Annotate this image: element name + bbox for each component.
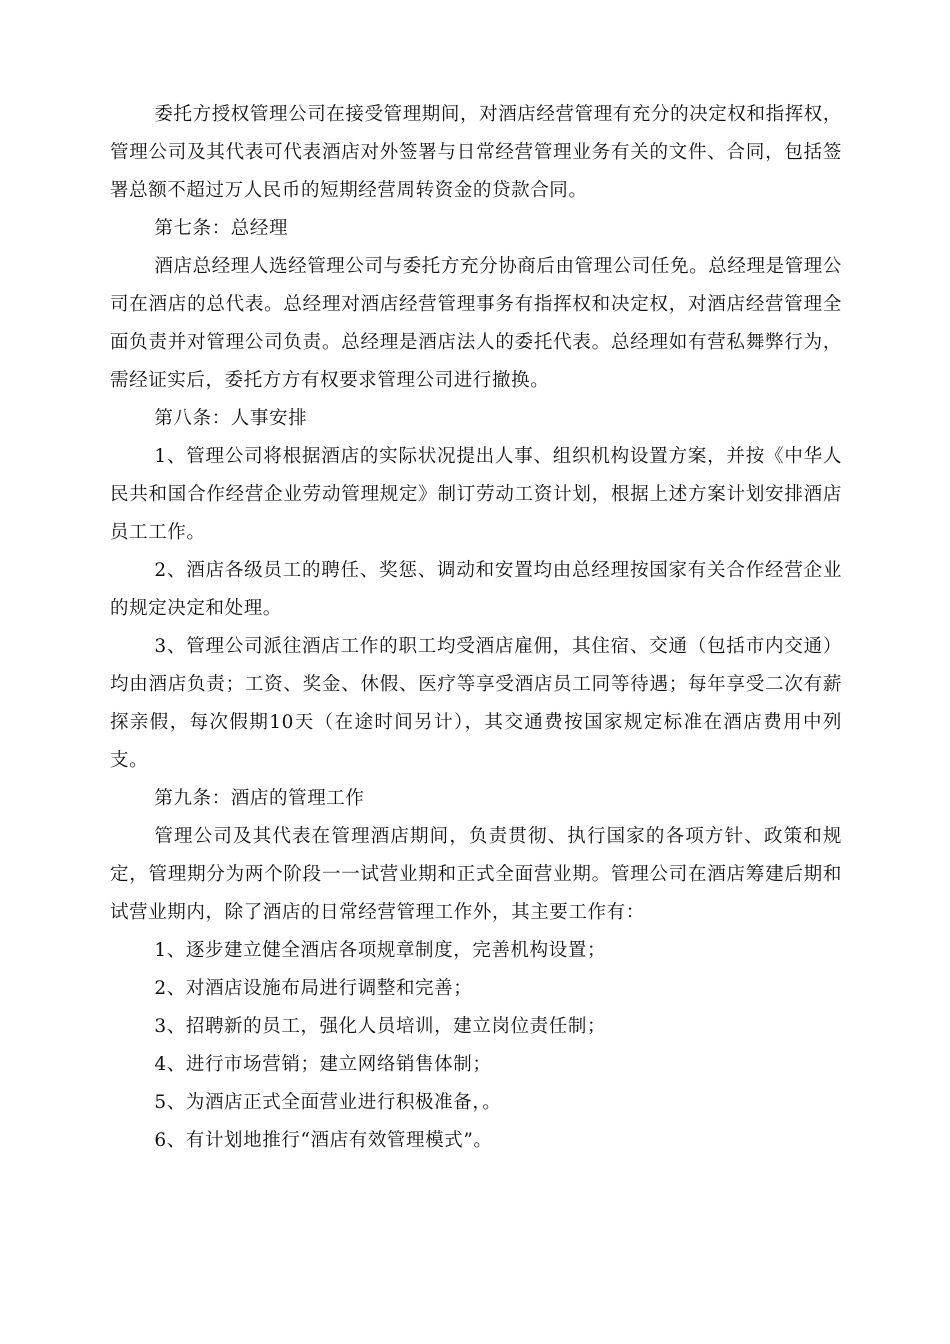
list-item-personnel-1: 1、管理公司将根据酒店的实际状况提出人事、组织机构设置方案，并按《中华人民共和国合作经营企业劳动管理规定》制订劳动工资计划，根据上述方案计划安排酒店员工工作。 bbox=[110, 446, 842, 543]
list-item-work-5: 5、为酒店正式全面营业进行积极准备，。 bbox=[154, 1092, 502, 1113]
heading-article-7: 第七条：总经理 bbox=[154, 218, 289, 239]
paragraph-authorization: 委托方授权管理公司在接受管理期间，对酒店经营管理有充分的决定权和指挥权，管理公司及其代表可代表酒店对外签署与日常经营管理业务有关的文件、合同，包括签署总额不超过万人民币的短期经营周转资金的贷款合同。 bbox=[110, 104, 842, 201]
heading-article-8: 第八条：人事安排 bbox=[154, 408, 308, 429]
list-item-work-4: 4、进行市场营销；建立网络销售体制； bbox=[154, 1054, 492, 1075]
list-item-personnel-3: 3、管理公司派往酒店工作的职工均受酒店雇佣，其住宿、交通（包括市内交通）均由酒店负责；工资、奖金、休假、医疗等享受酒店员工同等待遇；每年享受二次有薪探亲假，每次假期10天（在途时间另计），其交通费按国家规定标准在酒店费用中列支。 bbox=[110, 636, 842, 771]
list-item-work-3: 3、招聘新的员工，强化人员培训，建立岗位责任制； bbox=[154, 1016, 607, 1037]
list-item-personnel-2: 2、酒店各级员工的聘任、奖惩、调动和安置均由总经理按国家有关合作经营企业的规定决定和处理。 bbox=[110, 560, 842, 619]
list-item-work-1: 1、逐步建立健全酒店各项规章制度，完善机构设置； bbox=[154, 940, 607, 961]
list-item-work-6: 6、有计划地推行“酒店有效管理模式”。 bbox=[154, 1130, 493, 1151]
document-body bbox=[110, 96, 842, 1160]
list-item-work-2: 2、对酒店设施布局进行调整和完善； bbox=[154, 978, 473, 999]
paragraph-general-manager: 酒店总经理人选经管理公司与委托方充分协商后由管理公司任免。总经理是管理公司在酒店的总代表。总经理对酒店经营管理事务有指挥权和决定权，对酒店经营管理全面负责并对管理公司负责。总经理是酒店法人的委托代表。总经理如有营私舞弊行为，需经证实后，委托方方有权要求管理公司进行撤换。 bbox=[110, 256, 842, 391]
heading-article-9: 第九条：酒店的管理工作 bbox=[154, 788, 365, 809]
paragraph-management-work: 管理公司及其代表在管理酒店期间，负责贯彻、执行国家的各项方针、政策和规定，管理期分为两个阶段一一试营业期和正式全面营业期。管理公司在酒店筹建后期和试营业期内，除了酒店的日常经营管理工作外，其主要工作有： bbox=[110, 826, 842, 923]
